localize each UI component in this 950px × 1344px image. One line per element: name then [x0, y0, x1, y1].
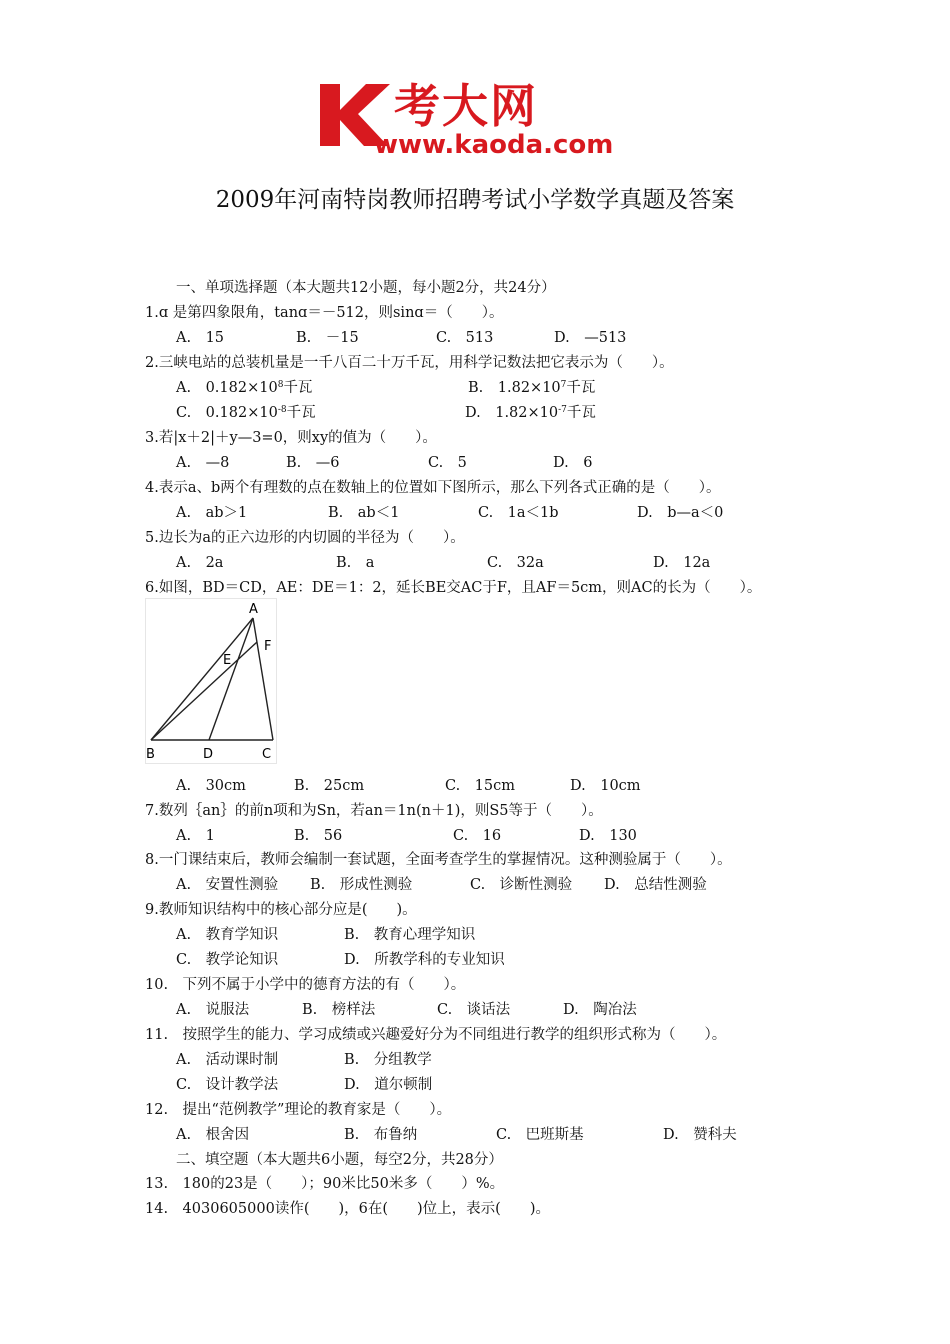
option-a: A. 说服法 [176, 1002, 250, 1018]
question-stem: 14. 4030605000读作( )，6在( )位上，表示( )。 [145, 1201, 550, 1217]
line-bf [151, 642, 257, 740]
option-c: C. 1a＜1b [478, 505, 559, 521]
option-b: B. a [336, 555, 375, 571]
option-a: A. 活动课时制 [176, 1052, 279, 1068]
label-f: F [264, 639, 272, 654]
option-a: A. 安置性测验 [176, 877, 279, 893]
option-c: C. 诊断性测验 [470, 877, 573, 893]
question-stem: 7.数列｛an｝的前n项和为Sn，若an＝1n(n＋1)，则S5等于（ ）。 [145, 803, 603, 819]
option-a: A. 2a [176, 555, 224, 571]
question-stem: 5.边长为a的正六边形的内切圆的半径为（ ）。 [145, 530, 465, 546]
option-c: C. $0.182\times 10^{-8}$千瓦 [176, 405, 316, 421]
option-d: D. b—a＜0 [637, 505, 724, 521]
line-ad [209, 618, 253, 740]
option-c: C. 32a [487, 555, 544, 571]
logo-url: www.kaoda.com [374, 130, 614, 160]
triangle-figure [145, 598, 277, 764]
option-a: A. 教育学知识 [176, 927, 279, 943]
option-c: C. 5 [428, 455, 467, 471]
question-stem: 11. 按照学生的能力、学习成绩或兴趣爱好分为不同组进行教学的组织形式称为（ ）。 [145, 1027, 727, 1043]
option-b: B. 25cm [294, 778, 365, 794]
question-stem: 4.表示a、b两个有理数的点在数轴上的位置如下图所示，那么下列各式正确的是（ ）。 [145, 480, 721, 496]
option-c: C. 16 [453, 828, 502, 844]
option-b: B. 分组教学 [344, 1052, 432, 1068]
section-heading-choice: 一、单项选择题（本大题共12小题，每小题2分，共24分） [176, 280, 556, 296]
question-stem: 6.如图，BD＝CD，AE：DE＝1：2，延长BE交AC于F，且AF＝5cm，则AC的长为（ ）。 [145, 580, 762, 596]
option-b: B. 榜样法 [302, 1002, 376, 1018]
option-b: B. 教育心理学知识 [344, 927, 476, 943]
option-b: B. －15 [296, 330, 359, 346]
option-b: B. —6 [286, 455, 340, 471]
page-title: 2009年河南特岗教师招聘考试小学数学真题及答案 [215, 187, 735, 213]
question-stem: 1.ɑ 是第四象限角，tanɑ＝－512，则sinɑ＝（ ）。 [145, 305, 504, 321]
label-b: B [146, 747, 155, 762]
option-c: C. 谈话法 [437, 1002, 511, 1018]
option-a: A. 30cm [176, 778, 246, 794]
option-d: D. 总结性测验 [604, 877, 707, 893]
question-stem: 8.一门课结束后，教师会编制一套试题，全面考查学生的掌握情况。这种测验属于（ ）。 [145, 852, 732, 868]
option-d: D. 10cm [570, 778, 641, 794]
option-b: B. 56 [294, 828, 343, 844]
option-d: D. $1.82\times 10^{-7}$千瓦 [465, 405, 596, 421]
question-stem: 10. 下列不属于小学中的德育方法的有（ ）。 [145, 977, 466, 993]
line-ac [253, 618, 273, 740]
option-c: C. 设计教学法 [176, 1077, 279, 1093]
label-a: A [249, 602, 258, 617]
label-c: C [262, 747, 272, 762]
kaoda-logo [318, 80, 638, 162]
option-c: C. 513 [436, 330, 494, 346]
option-d: D. 赞科夫 [663, 1127, 737, 1143]
option-c: C. 15cm [445, 778, 516, 794]
option-c: C. 巴班斯基 [496, 1127, 584, 1143]
option-d: D. 陶冶法 [563, 1002, 637, 1018]
question-stem: 9.教师知识结构中的核心部分应是( )。 [145, 902, 417, 918]
question-stem: 12. 提出“范例教学”理论的教育家是（ ）。 [145, 1102, 452, 1118]
logo-chinese-name: 考大网 [394, 79, 538, 133]
question-stem: 13. 180的23是（ ）；90米比50米多（ ）%。 [145, 1176, 505, 1192]
question-stem: 2.三峡电站的总装机量是一千八百二十万千瓦，用科学记数法把它表示为（ ）。 [145, 355, 674, 371]
option-d: D. —513 [554, 330, 627, 346]
option-c: C. 教学论知识 [176, 952, 279, 968]
option-d: D. 6 [553, 455, 593, 471]
option-a: A. 1 [176, 828, 215, 844]
line-ab [151, 618, 253, 740]
option-a: A. —8 [176, 455, 230, 471]
option-b: B. $1.82\times 10^7$千瓦 [468, 380, 596, 396]
label-e: E [223, 653, 232, 668]
option-d: D. 所教学科的专业知识 [344, 952, 505, 968]
option-a: A. 15 [176, 330, 225, 346]
section-heading-fill: 二、填空题（本大题共6小题，每空2分，共28分） [176, 1152, 503, 1168]
option-d: D. 130 [579, 828, 637, 844]
label-d: D [203, 747, 214, 762]
option-b: B. 布鲁纳 [344, 1127, 418, 1143]
option-d: D. 道尔顿制 [344, 1077, 433, 1093]
option-a: A. 根舍因 [176, 1127, 250, 1143]
question-stem: 3.若|x＋2|＋y—3=0，则xy的值为（ ）。 [145, 430, 437, 446]
option-d: D. 12a [653, 555, 711, 571]
option-a: A. $0.182\times 10^8$千瓦 [176, 380, 313, 396]
option-b: B. 形成性测验 [310, 877, 413, 893]
option-a: A. ab＞1 [176, 505, 248, 521]
option-b: B. ab＜1 [328, 505, 400, 521]
